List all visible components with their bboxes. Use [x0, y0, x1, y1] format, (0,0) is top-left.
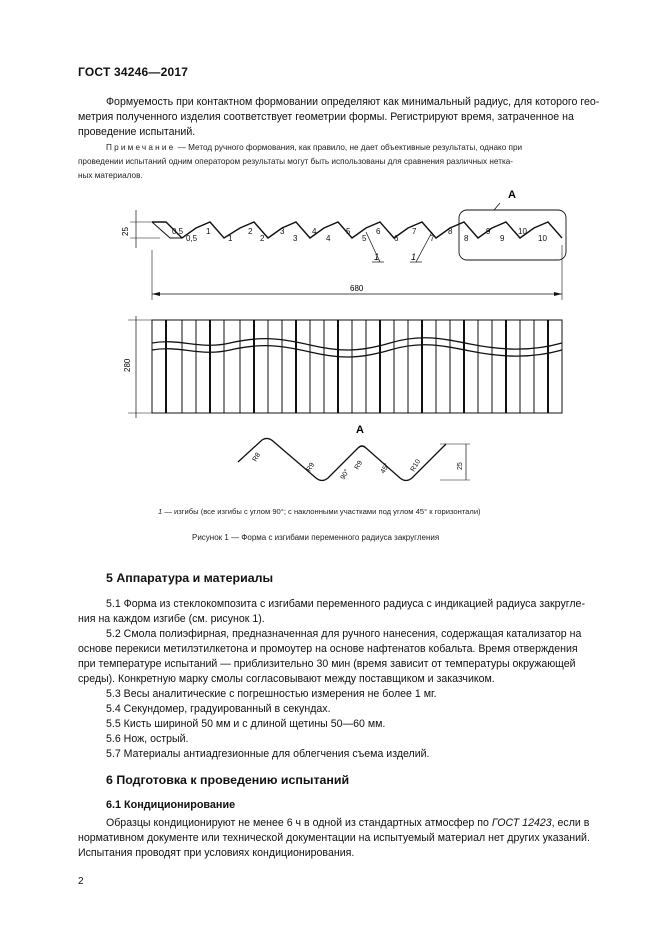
- figure-legend: [158, 507, 481, 516]
- plan-break-line: [152, 338, 562, 350]
- intro-line-3: проведение испытаний.: [78, 126, 196, 138]
- detail-label-a: A: [508, 189, 516, 201]
- detail-label: 90°: [339, 468, 352, 481]
- bend-label: 8: [448, 227, 453, 236]
- note-line-2: проведении испытаний одним оператором результаты могут быть использованы для сравнения различных нетка-: [78, 157, 514, 166]
- bend-label: 7: [430, 234, 435, 243]
- bend-label: 3: [293, 234, 298, 243]
- bend-label: 1: [228, 234, 233, 243]
- dim-width-label: 680: [350, 284, 364, 293]
- s5-line: 5.1 Форма из стеклокомпозита с изгибами переменного радиуса с индикацией радиуса закругле-: [106, 598, 585, 610]
- plan-bend-lines: [166, 320, 548, 413]
- bend-label: 5: [362, 234, 367, 243]
- s6-line-2: нормативном документе или технической документации на испытуемый материал нет других указаний.: [78, 832, 590, 844]
- s6-text: Образцы кондиционируют не менее 6 ч в одной из стандартных атмосфер по: [106, 817, 492, 829]
- bend-label: 10: [538, 234, 547, 243]
- s5-line: среды). Конкретную марку смолы согласовывают между поставщиком и заказчиком.: [78, 673, 495, 685]
- s5-line: 5.2 Смола полиэфирная, предназначенная для ручного нанесения, содержащая катализатор на: [106, 628, 582, 640]
- bend-label: 4: [326, 234, 331, 243]
- detail-label: 25: [457, 462, 464, 470]
- bend-label: 0,5: [172, 227, 184, 236]
- s5-line: 5.4 Секундомер, градуированный в секундах.: [106, 703, 331, 715]
- gost-reference: ГОСТ 12423: [491, 817, 552, 829]
- callout-1b: 1: [411, 252, 417, 262]
- dim-depth-label: 280: [123, 358, 132, 372]
- note-line-1: [106, 141, 614, 155]
- detail-label: R9: [353, 459, 365, 471]
- bend-label: 10: [518, 227, 527, 236]
- bend-label: 6: [394, 234, 399, 243]
- page-number: 2: [78, 876, 84, 887]
- bend-label: 2: [260, 234, 265, 243]
- plan-view: [152, 320, 562, 413]
- bend-label: 6: [376, 227, 381, 236]
- bend-label: 8: [464, 234, 469, 243]
- s5-line: 5.3 Весы аналитические с погрешностью измерения не более 1 мг.: [106, 688, 437, 700]
- bend-label: 5: [346, 227, 351, 236]
- note-text-1: — Метод ручного формования, как правило, не дает объективные результаты, однако при: [175, 143, 523, 152]
- bend-label: 9: [486, 227, 491, 236]
- detail-a-title: A: [356, 424, 364, 436]
- bend-label: 2: [248, 227, 253, 236]
- bend-label: 3: [280, 227, 285, 236]
- detail-label: 45°: [379, 462, 392, 475]
- bend-label: 4: [312, 227, 317, 236]
- s5-line: 5.5 Кисть шириной 50 мм и с длиной щетины 50—60 мм.: [106, 718, 386, 730]
- detail-label: R8: [251, 451, 263, 463]
- note-label: Примечание: [106, 143, 176, 152]
- dim-height-label: 25: [121, 227, 130, 236]
- s6-line-1: [106, 816, 614, 832]
- bend-label: 9: [500, 234, 505, 243]
- note-line-3: ных материалов.: [78, 171, 143, 180]
- section-6-1-title: 6.1 Кондиционирование: [106, 799, 236, 811]
- s5-line: 5.7 Материалы антиадгезионные для облегчения съема изделий.: [106, 748, 430, 760]
- s5-line: ния на каждом изгибе (см. рисунок 1).: [78, 613, 265, 625]
- legend-text: — изгибы (все изгибы с углом 90°; с наклонными участками под углом 45° к горизонтали): [162, 507, 481, 516]
- s6-text: , если в: [551, 817, 590, 829]
- callout-1a: 1: [374, 252, 380, 262]
- bend-label: 7: [412, 227, 417, 236]
- s5-line: основе перекиси метилэтилкетона и промоутер на основе нафтенатов кобальта. Время отверждения: [78, 643, 578, 655]
- s6-line-3: Испытания проводят при условиях кондиционирования.: [78, 847, 355, 859]
- document-header: ГОСТ 34246—2017: [78, 65, 189, 79]
- s5-line: 5.6 Нож, острый.: [106, 733, 189, 745]
- legend-number: 1: [158, 507, 163, 516]
- intro-line-2: метрия полученного изделия соответствует геометрии формы. Регистрируют время, затраченное на: [78, 111, 574, 123]
- figure-caption: Рисунок 1 — Форма с изгибами переменного радиуса закругления: [192, 533, 440, 542]
- detail-label: R9: [305, 461, 317, 473]
- s5-line: при температуре испытаний — приблизительно 30 мин (время зависит от температуры окружающей: [78, 658, 576, 670]
- section-6-title: 6 Подготовка к проведению испытаний: [106, 773, 350, 787]
- detail-labels: [252, 452, 464, 481]
- intro-line-1: Формуемость при контактном формовании определяют как минимальный радиус, для которого гео-: [106, 96, 600, 108]
- bend-label: 0,5: [186, 234, 198, 243]
- figure-mold-drawing: [0, 180, 661, 500]
- bend-label: 1: [206, 227, 211, 236]
- section-5-title: 5 Аппаратура и материалы: [106, 571, 274, 585]
- detail-label: R10: [409, 458, 423, 473]
